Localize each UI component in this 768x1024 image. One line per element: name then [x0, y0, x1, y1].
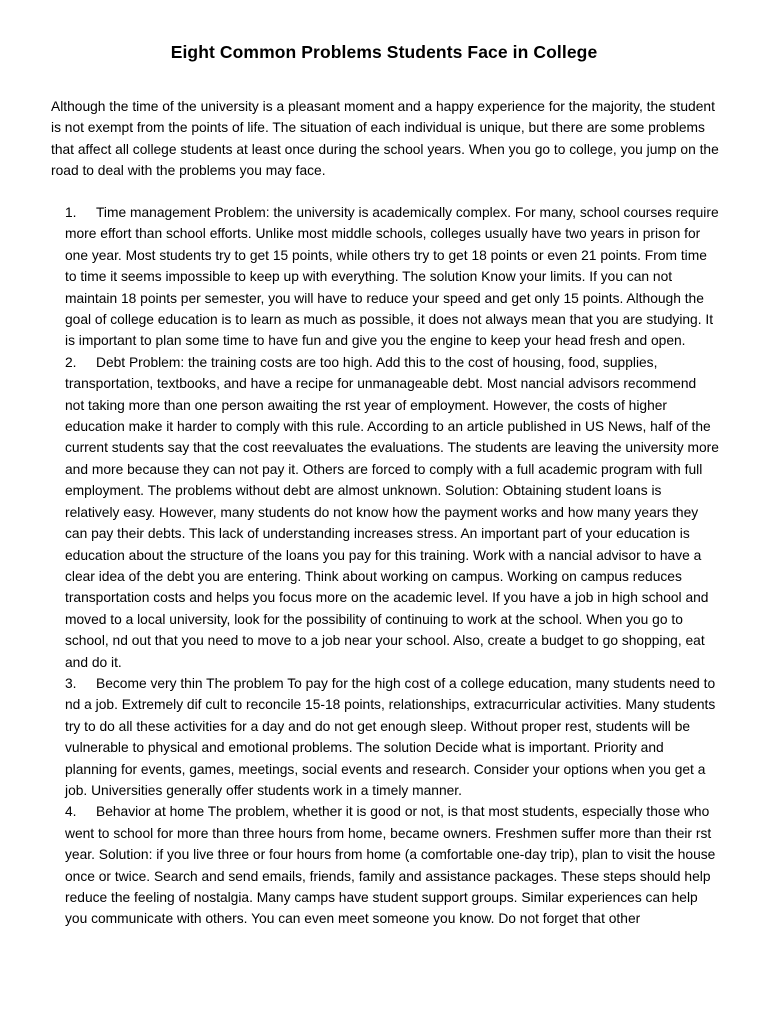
list-item-number: 1.: [65, 205, 77, 220]
list-item-text: Time management Problem: the university is academically complex. For many, school courses require more effort than school efforts. Unlike most middle schools, colleges usually have two years in prison for one year. Most students try to get 15 points, while others try to get 18 points or even 21 points. From time to time it seems impossible to keep up with everything. The solution Know your limits. If you can not maintain 18 points per semester, you will have to reduce your speed and get only 15 points. Although the goal of college education is to learn as much as possible, it does not always mean that you are studying. It is important to plan some time to have fun and give you the engine to keep your head fresh and open.: [65, 205, 719, 349]
list-item-text: Debt Problem: the training costs are too high. Add this to the cost of housing, food, supplies, transportation, textbooks, and have a recipe for unmanageable debt. Most nancial advisors recommend not taking more than one person awaiting the rst year of employment. However, the costs of higher education make it harder to comply with this rule. According to an article published in US News, half of the current students say that the cost reevaluates the evaluations. The students are leaving the university more and more because they can not pay it. Others are forced to comply with a full academic program with full employment. The problems without debt are almost unknown. Solution: Obtaining student loans is relatively easy. However, many students do not know how the payment works and how many years they can pay their debts. This lack of understanding increases stress. An important part of your education is education about the structure of the loans you pay for this training. Work with a nancial advisor to have a clear idea of the debt you are entering. Think about working on campus. Working on campus reduces transportation costs and helps you focus more on the academic level. If you have a job in high school and moved to a local university, look for the possibility of continuing to work at the school. When you go to school, nd out that you need to move to a job near your school. Also, create a budget to go shopping, eat and do it.: [65, 354, 719, 670]
list-item-number: 2.: [65, 354, 77, 370]
problem-list: [65, 202, 719, 930]
list-item: [65, 801, 719, 929]
list-item: [65, 202, 719, 352]
list-item: [65, 673, 719, 801]
intro-paragraph: Although the time of the university is a pleasant moment and a happy experience for the majority, the student is not exempt from the points of life. The situation of each individual is unique, but there are some problems that affect all college students at least once during the school years. When you go to college, you jump on the road to deal with the problems you may face.: [51, 99, 719, 179]
document-title: Eight Common Problems Students Face in College: [170, 42, 598, 62]
list-item-text: Become very thin The problem To pay for the high cost of a college education, many students need to nd a job. Extremely dif cult to reconcile 15-18 points, relationships, extracurricular activities. Many students try to do all these activities for a day and do not get enough sleep. Without proper rest, students will be vulnerable to physical and emotional problems. The solution Decide what is important. Priority and planning for events, games, meetings, social events and research. Consider your options when you get a job. Universities generally offer students work in a timely manner.: [65, 675, 716, 798]
list-item: [65, 352, 719, 673]
list-item-number: 4.: [65, 804, 77, 820]
list-item-number: 3.: [65, 675, 77, 691]
list-item-text: Behavior at home The problem, whether it is good or not, is that most students, especially those who went to school for more than three hours from home, became owners. Freshmen suffer more than their rst year. Solution: if you live three or four hours from home (a comfortable one-day trip), plan to visit the house once or twice. Search and send emails, friends, family and assistance packages. These steps should help reduce the feeling of nostalgia. Many camps have student support groups. Similar experiences can help you communicate with others. You can even meet someone you know. Do not forget that other: [65, 804, 716, 927]
